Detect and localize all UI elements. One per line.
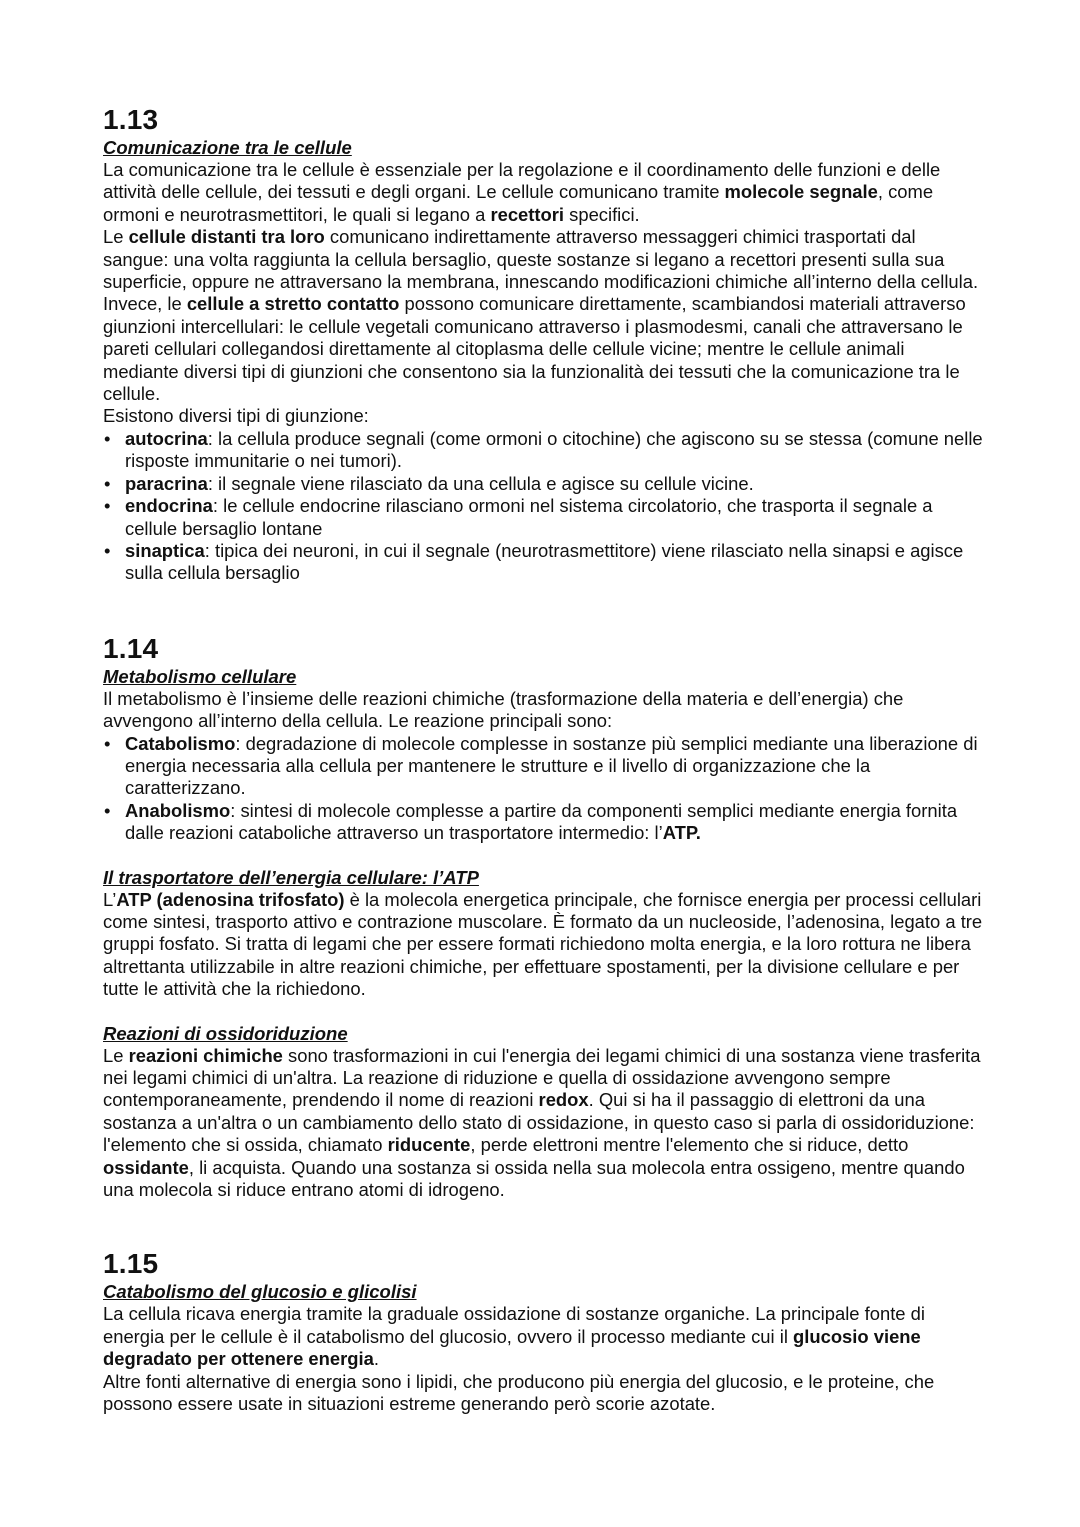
section-1-14 <box>103 632 983 1202</box>
text-run: Esistono diversi tipi di giunzione: <box>103 405 369 427</box>
list-item <box>103 540 983 585</box>
paragraph <box>103 226 983 405</box>
text-run: : tipica dei neuroni, in cui il segnale (neurotrasmettitore) viene rilasciato nella sinapsi e agisce sulla cellula bersaglio <box>125 539 964 584</box>
bold-term: ATP. <box>662 822 701 844</box>
paragraph <box>103 159 983 226</box>
text-run: : degradazione di molecole complesse in sostanze più semplici mediante una liberazione di energia necessaria alla cellula per mantenere le strutture e il livello di organizzazione che la caratterizzano. <box>125 732 978 799</box>
list-item <box>103 733 983 800</box>
bold-term: glucosio viene degradato per ottenere energia <box>103 1325 921 1370</box>
list-item <box>103 428 983 473</box>
bold-term: reazioni chimiche <box>128 1044 283 1066</box>
section-number: 1.14 <box>103 632 159 664</box>
bold-term: redox <box>538 1089 589 1111</box>
section-number: 1.15 <box>103 1248 159 1280</box>
bold-term: sinaptica <box>125 539 205 561</box>
paragraph <box>103 889 983 1001</box>
bold-term: Anabolismo <box>125 799 231 821</box>
text-run: , li acquista. Quando una sostanza si ossida nella sua molecola entra ossigeno, mentre quando una molecola si riduce entrano atomi di idrogeno. <box>103 1156 965 1201</box>
text-run: , perde elettroni mentre l'elemento che si riduce, detto <box>470 1134 909 1156</box>
text-run: : il segnale viene rilasciato da una cellula e agisce su cellule vicine. <box>207 472 754 494</box>
text-run: . <box>373 1348 379 1370</box>
text-run: : sintesi di molecole complesse a partire da componenti semplici mediante energia fornita dalle reazioni cataboliche attraverso un trasportatore intermedio: l’ <box>125 799 958 844</box>
bullet-icon: • <box>104 539 111 561</box>
bold-term: molecole segnale <box>724 181 878 203</box>
section-1-15 <box>103 1247 983 1415</box>
bold-term: cellule a stretto contatto <box>186 293 400 315</box>
text-run: sono trasformazioni in cui l'energia dei legami chimici di una sostanza viene trasferita nei legami chimici di un'altra. La reazione di riduzione e quella di ossidazione avvengono sempre contemporaneamente, prendendo il nome di reazioni <box>103 1044 981 1111</box>
subsection-title: Il trasportatore dell’energia cellulare: l’ATP <box>103 866 479 888</box>
list-item <box>103 473 983 495</box>
bold-term: ATP (adenosina trifosfato) <box>116 888 345 910</box>
bold-term: paracrina <box>125 472 208 494</box>
bold-term: ossidante <box>103 1156 189 1178</box>
text-run: : la cellula produce segnali (come ormoni o citochine) che agiscono su se stessa (comune nelle risposte immunitarie o nei tumori). <box>125 427 983 472</box>
text-run: Altre fonti alternative di energia sono i lipidi, che producono più energia del glucosio, e le proteine, che possono essere usate in situazioni estreme generando però scorie azotate. <box>103 1370 935 1415</box>
text-run: La comunicazione tra le cellule è essenziale per la regolazione e il coordinamento delle funzioni e delle attività delle cellule, dei tessuti e degli organi. Le cellule comunicano tramite <box>103 159 941 203</box>
section-1-13 <box>103 103 983 585</box>
bold-term: Catabolismo <box>125 732 236 754</box>
bold-term: riducente <box>387 1134 471 1156</box>
bold-term: cellule distanti tra loro <box>128 226 325 248</box>
text-run: possono comunicare direttamente, scambiandosi materiali attraverso giunzioni intercellulari: le cellule vegetali comunicano attraverso i plasmodesmi, canali che attraversano le pareti cellulari collegandosi direttamente al citoplasma delle cellule vicine; mentre le cellule animali mediante diversi tipi di giunzioni che consentono sia la funzionalità dei tessuti che la comunicazione tra le cellule. <box>103 293 966 405</box>
section-title: Metabolismo cellulare <box>103 665 297 687</box>
bold-term: recettori <box>490 203 565 225</box>
bullet-icon: • <box>104 472 111 494</box>
text-run: specifici. <box>564 203 640 225</box>
section-number: 1.13 <box>103 104 159 135</box>
paragraph <box>103 1371 983 1416</box>
text-run: L’ <box>103 888 117 910</box>
paragraph <box>103 688 983 733</box>
bullet-icon: • <box>104 427 111 449</box>
section-title: Comunicazione tra le cellule <box>103 137 352 158</box>
list-item <box>103 800 983 845</box>
paragraph <box>103 1045 983 1202</box>
bullet-list <box>103 733 983 845</box>
text-run: , come ormoni e neurotrasmettitori, le quali si legano a <box>103 181 934 225</box>
text-run: è la molecola energetica principale, che fornisce energia per processi cellulari come sintesi, trasporto attivo e contrazione muscolare. È formato da un nucleoside, l’adenosina, legato a tre gruppi fosfato. Si tratta di legami che per essere formati richiedono molta energia, e la loro rottura ne libera altrettanta utilizzabile in altre reazioni chimiche, per effettuare spostamenti, per la divisione cellulare e per tutte le attività che la richiedono. <box>103 888 983 1000</box>
bold-term: endocrina <box>125 495 213 517</box>
list-item <box>103 495 983 540</box>
subsection-title: Reazioni di ossidoriduzione <box>103 1022 348 1044</box>
text-run: comunicano indirettamente attraverso messaggeri chimici trasportati dal sangue: una volta raggiunta la cellula bersaglio, queste sostanze si legano a recettori presenti sulla sua superficie, oppure ne attraversano la membrana, innescando modificazioni chimiche all’interno della cellula. Invece, le <box>103 226 979 315</box>
paragraph <box>103 405 983 427</box>
text-run: . Qui si ha il passaggio di elettroni da una sostanza a un'altra o un cambiamento dello stato di ossidazione, in questo caso si parla di ossidoriduzione: l'elemento che si ossida, chiamato <box>103 1089 975 1156</box>
bullet-icon: • <box>104 495 111 517</box>
document-page <box>103 103 983 1415</box>
text-run: La cellula ricava energia tramite la graduale ossidazione di sostanze organiche. La principale fonte di energia per le cellule è il catabolismo del glucosio, ovvero il processo mediante cui il <box>103 1303 925 1347</box>
bullet-list <box>103 428 983 585</box>
paragraph <box>103 1303 983 1370</box>
bold-term: autocrina <box>125 427 208 449</box>
text-run: Le <box>103 226 129 248</box>
bullet-icon: • <box>104 732 111 754</box>
text-run: Le <box>103 1044 129 1066</box>
bullet-icon: • <box>104 799 111 821</box>
section-title: Catabolismo del glucosio e glicolisi <box>103 1281 417 1303</box>
text-run: Il metabolismo è l’insieme delle reazioni chimiche (trasformazione della materia e dell’energia) che avvengono all’interno della cellula. Le reazione principali sono: <box>103 687 904 732</box>
text-run: : le cellule endocrine rilasciano ormoni nel sistema circolatorio, che trasporta il segnale a cellule bersaglio lontane <box>125 495 933 539</box>
